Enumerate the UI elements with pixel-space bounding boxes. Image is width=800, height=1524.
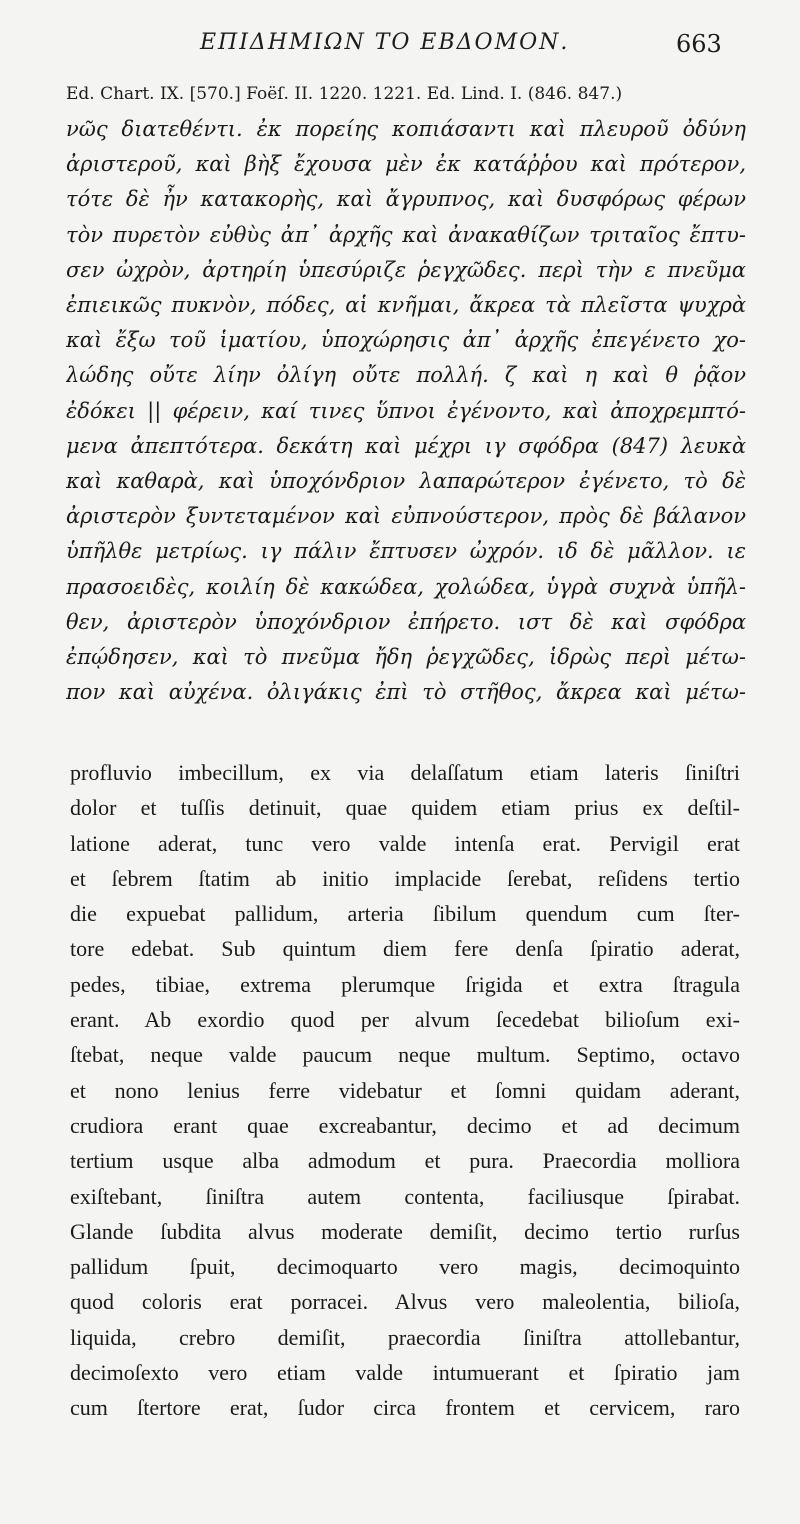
latin-line: et nono lenius ferre videbatur et ſomni quidam aderant, [70, 1077, 740, 1103]
greek-line: λώδης οὔτε λίην ὀλίγη οὔτε πολλή. ζ καὶ η καὶ θ ῥᾷον [66, 363, 746, 388]
greek-line: τότε δὲ ἦν κατακορὴς, καὶ ἄγρυπνος, καὶ δυσφόρως φέρων [66, 187, 746, 212]
latin-line: et ſebrem ſtatim ab initio implacide ſerebat, reſidens tertio [70, 865, 740, 891]
greek-line: καὶ καθαρὰ, καὶ ὑποχόνδριον λαπαρώτερον ἐγένετο, τὸ δὲ [66, 469, 746, 494]
latin-line: dolor et tuſſis detinuit, quae quidem etiam prius ex deſtil- [70, 795, 740, 821]
latin-line: latione aderat, tunc vero valde intenſa erat. Pervigil erat [70, 830, 740, 856]
edition-reference-line: Ed. Chart. IX. [570.] Foëſ. II. 1220. 1221. Ed. Lind. I. (846. 847.) [66, 84, 623, 104]
latin-line: pedes, tibiae, extrema plerumque ſrigida et extra ſtragula [70, 971, 740, 997]
latin-line: decimoſexto vero etiam valde intumuerant et ſpiratio jam [70, 1360, 740, 1386]
greek-line: τὸν πυρετὸν εὐθὺς ἀπ᾽ ἀρχῆς καὶ ἀνακαθίζων τριταῖος ἔπτυ- [66, 222, 746, 247]
latin-line: crudiora erant quae excreabantur, decimo et ad decimum [70, 1112, 740, 1138]
greek-line: πρασοειδὲς, κοιλίη δὲ κακώδεα, χολώδεα, ὑγρὰ συχνὰ ὑπῆλ- [66, 574, 746, 599]
page-number: 663 [676, 30, 722, 58]
greek-line: θεν, ἀριστερὸν ὑποχόνδριον ἐπήρετο. ιστ δὲ καὶ σφόδρα [66, 609, 746, 634]
latin-line: cum ſtertore erat, ſudor circa frontem et cervicem, raro [70, 1395, 740, 1421]
latin-line: tertium usque alba admodum et pura. Praecordia molliora [70, 1148, 740, 1174]
greek-line: ἐδόκει || φέρειν, καί τινες ὕπνοι ἐγένοντο, καὶ ἀποχρεμπτό- [66, 398, 746, 423]
greek-line: νῶς διατεθέντι. ἐκ πορείης κοπιάσαντι καὶ πλευροῦ ὀδύνη [66, 117, 746, 141]
latin-line: exiſtebant, ſiniſtra autem contenta, faciliusque ſpirabat. [70, 1183, 740, 1209]
latin-line: erant. Ab exordio quod per alvum ſecedebat bilioſum exi- [70, 1007, 740, 1033]
latin-line: liquida, crebro demiſit, praecordia ſiniſtra attollebantur, [70, 1324, 740, 1350]
running-title: ΕΠΙΔΗΜΙΩΝ ΤΟ ΕΒΔΟΜΟΝ. [200, 30, 570, 55]
latin-text-block [70, 755, 740, 1426]
greek-text-block [66, 112, 746, 710]
latin-line: ſtebat, neque valde paucum neque multum. Septimo, octavo [70, 1042, 740, 1068]
latin-line: pallidum ſpuit, decimoquarto vero magis, decimoquinto [70, 1254, 740, 1280]
latin-line: quod coloris erat porracei. Alvus vero maleolentia, bilioſa, [70, 1289, 740, 1315]
greek-line: μενα ἀπεπτότερα. δεκάτη καὶ μέχρι ιγ σφόδρα (847) λευκὰ [66, 433, 746, 458]
greek-line: καὶ ἔξω τοῦ ἱματίου, ὑποχώρησις ἀπ᾽ ἀρχῆς ἐπεγένετο χο- [66, 328, 746, 353]
latin-line: die expuebat pallidum, arteria ſibilum quendum cum ſter- [70, 901, 740, 927]
latin-line: Glande ſubdita alvus moderate demiſit, decimo tertio rurſus [70, 1218, 740, 1244]
greek-line: ἐπῴδησεν, καὶ τὸ πνεῦμα ἤδη ῥεγχῶδες, ἱδρὼς περὶ μέτω- [66, 645, 746, 670]
latin-line: tore edebat. Sub quintum diem fere denſa ſpiratio aderat, [70, 936, 740, 962]
greek-line: ὑπῆλθε μετρίως. ιγ πάλιν ἔπτυσεν ὠχρόν. ιδ δὲ μᾶλλον. ιε [66, 539, 746, 564]
greek-line: ἀριστερὸν ξυντεταμένον καὶ εὐπνούστερον, πρὸς δὲ βάλανον [66, 504, 746, 529]
latin-line: profluvio imbecillum, ex via delaſſatum etiam lateris ſiniſtri [70, 760, 740, 785]
greek-line: ἀριστεροῦ, καὶ βὴξ ἔχουσα μὲν ἐκ κατάῤῥου καὶ πρότερον, [66, 152, 746, 177]
greek-line: πον καὶ αὐχένα. ὀλιγάκις ἐπὶ τὸ στῆθος, ἄκρεα καὶ μέτω- [66, 680, 746, 705]
greek-line: ἐπιεικῶς πυκνὸν, πόδες, αἱ κνῆμαι, ἄκρεα τὰ πλεῖστα ψυχρὰ [66, 293, 746, 318]
greek-line: σεν ὠχρὸν, ἀρτηρίη ὑπεσύριζε ῥεγχῶδες. περὶ τὴν ε πνεῦμα [66, 257, 746, 282]
